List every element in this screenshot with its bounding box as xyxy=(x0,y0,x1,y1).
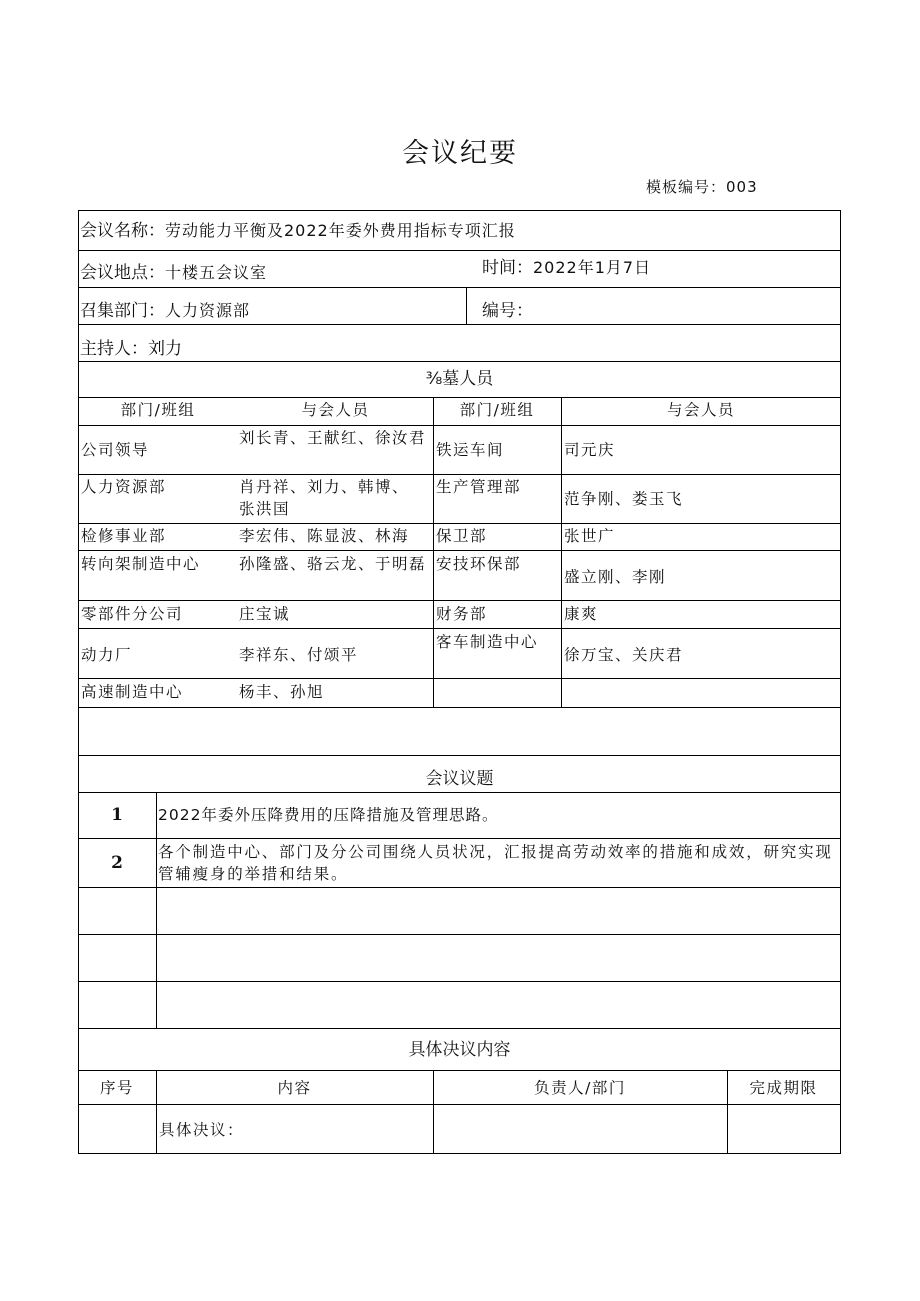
table-line xyxy=(78,361,841,362)
attendee-people: 司元庆 xyxy=(564,441,616,459)
topic-text: 各个制造中心、部门及分公司围绕人员状况，汇报提高劳动效率的措施和成效，研究实现管辅瘦身的举措和结果。 xyxy=(158,843,833,883)
table-line xyxy=(78,1028,841,1029)
col-header-dept-right: 部门/班组 xyxy=(459,401,535,419)
table-line xyxy=(78,250,841,251)
meeting-time-value: 2022年1月7日 xyxy=(533,258,652,277)
col-header-content: 内容 xyxy=(277,1079,312,1097)
table-line xyxy=(78,324,841,325)
attendee-people: 康爽 xyxy=(564,605,599,623)
topic-number: 1 xyxy=(111,805,123,825)
page-title: 会议纪要 xyxy=(402,138,518,169)
meeting-place-value: 十楼五会议室 xyxy=(165,263,268,282)
decisions-section-title: 具体决议内容 xyxy=(408,1040,511,1060)
table-line xyxy=(840,210,841,1154)
table-line xyxy=(78,210,79,1154)
table-line xyxy=(78,474,841,475)
table-line xyxy=(466,287,467,324)
meeting-number-field xyxy=(482,300,533,322)
col-header-deadline: 完成期限 xyxy=(749,1079,818,1097)
attendee-dept: 公司领导 xyxy=(81,441,150,459)
convening-dept-field xyxy=(80,300,250,322)
col-header-seq: 序号 xyxy=(99,1079,134,1097)
attendee-people: 范争刚、娄玉飞 xyxy=(564,490,684,508)
table-line xyxy=(156,792,157,1028)
table-line xyxy=(78,981,841,982)
attendee-people: 杨丰、孙旭 xyxy=(239,683,325,701)
attendee-people: 孙隆盛、骆云龙、于明磊 xyxy=(239,555,427,573)
table-line xyxy=(78,550,841,551)
attendee-dept: 保卫部 xyxy=(436,527,488,545)
attendee-people: 庄宝诚 xyxy=(239,605,291,623)
attendee-dept: 高速制造中心 xyxy=(81,683,184,701)
attendee-people: 李祥东、付颂平 xyxy=(239,646,359,664)
attendee-people: 刘长青、王献红、徐汝君 xyxy=(239,429,427,447)
table-line xyxy=(78,887,841,888)
table-line xyxy=(78,628,841,629)
meeting-time-label: 时间： xyxy=(482,258,533,278)
attendee-dept: 生产管理部 xyxy=(436,478,522,496)
table-line xyxy=(78,792,841,793)
template-number: 模板编号：003 xyxy=(646,178,758,196)
table-line xyxy=(561,397,562,707)
convening-dept-value: 人力资源部 xyxy=(165,301,251,320)
attendee-dept: 铁运车间 xyxy=(436,441,505,459)
table-line xyxy=(78,678,841,679)
attendee-dept: 安技环保部 xyxy=(436,555,522,573)
meeting-name-label: 会议名称： xyxy=(80,221,165,241)
meeting-time-field xyxy=(482,257,651,279)
topics-section-title: 会议议题 xyxy=(425,769,494,789)
topic-number: 2 xyxy=(111,853,123,873)
table-line xyxy=(78,934,841,935)
host-value: 刘力 xyxy=(148,339,182,359)
table-line xyxy=(78,600,841,601)
table-line xyxy=(78,707,841,708)
table-line xyxy=(433,397,434,707)
attendee-dept: 客车制造中心 xyxy=(436,633,539,651)
table-line xyxy=(78,287,841,288)
attendee-people: 肖丹祥、刘力、韩博、张洪国 xyxy=(239,478,410,518)
table-line xyxy=(78,210,841,211)
meeting-number-label: 编号： xyxy=(482,301,533,321)
topic-text: 2022年委外压降费用的压降措施及管理思路。 xyxy=(158,806,499,824)
host-label: 主持人： xyxy=(80,339,148,359)
meeting-name-value: 劳动能力平衡及2022年委外费用指标专项汇报 xyxy=(165,221,516,240)
attendees-section-title: ⅜墓人员 xyxy=(425,369,494,389)
attendee-people: 张世广 xyxy=(564,527,616,545)
attendee-people: 盛立刚、李刚 xyxy=(564,568,667,586)
table-line xyxy=(78,755,841,756)
host-field xyxy=(80,338,182,360)
attendee-dept: 转向架制造中心 xyxy=(81,555,201,573)
meeting-name-field xyxy=(80,220,516,242)
table-line xyxy=(78,523,841,524)
attendee-dept: 财务部 xyxy=(436,605,488,623)
table-line xyxy=(78,1153,841,1154)
attendee-people: 李宏伟、陈显波、林海 xyxy=(239,527,410,545)
convening-dept-label: 召集部门： xyxy=(80,301,165,321)
meeting-place-label: 会议地点： xyxy=(80,263,165,283)
meeting-place-field xyxy=(80,262,267,284)
attendee-dept: 检修事业部 xyxy=(81,527,167,545)
attendee-dept: 零部件分公司 xyxy=(81,605,184,623)
attendee-people: 徐万宝、关庆君 xyxy=(564,646,684,664)
col-header-dept-left: 部门/班组 xyxy=(120,401,196,419)
decision-content: 具体决议： xyxy=(159,1121,245,1139)
col-header-people-right: 与会人员 xyxy=(666,401,735,419)
col-header-people-left: 与会人员 xyxy=(301,401,370,419)
attendee-dept: 人力资源部 xyxy=(81,478,167,496)
table-line xyxy=(78,397,841,398)
col-header-owner: 负责人/部门 xyxy=(534,1079,626,1097)
table-line xyxy=(78,838,841,839)
table-line xyxy=(78,425,841,426)
attendee-dept: 动力厂 xyxy=(81,646,133,664)
